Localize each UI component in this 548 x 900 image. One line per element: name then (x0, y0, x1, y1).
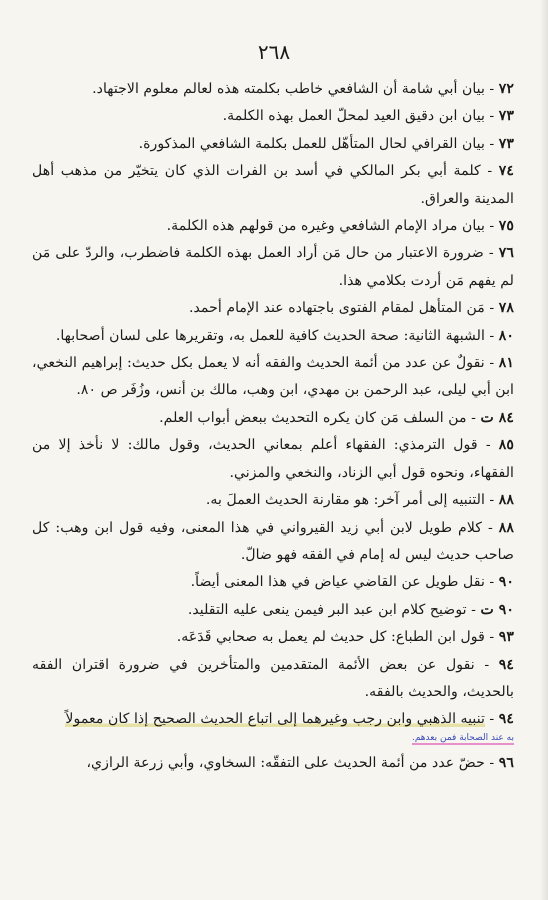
list-item: ٨٨ - التنبيه إلى أمر آخر: هو مقارنة الحديث العملَ به. (205, 492, 514, 509)
entry-page-ref: ٧٨ (498, 300, 514, 317)
entry-page-ref: ٩٠ (498, 574, 514, 591)
list-item: ٩٣ - قول ابن الطباع: كل حديث لم يعمل به صحابي قَدَعَه. (176, 629, 514, 646)
entry-text: قول الترمذي: الفقهاء أعلم بمعاني الحديث، وقول مالك: لا نأخذ إلا من الفقهاء، ونحوه قول أبي الزناد، والنخعي والمزني. (32, 437, 514, 481)
list-item: ٧٦ - ضرورة الاعتبار من حال مَن أراد العمل بهذه الكلمة فاضطرب، والردّ على مَن لم يفهم مَن أردت بكلامي هذا. (32, 245, 514, 289)
handwritten-note-text: به عند الصحابة فمن بعدهم. (411, 732, 514, 743)
entry-text: الشبهة الثانية: صحة الحديث كافية للعمل به، وتقريرها على لسان أصحابها. (55, 327, 485, 344)
entry-page-ref: ٧٣ (498, 108, 514, 125)
entry-text: نقل طويل عن القاضي عياض في هذا المعنى أيضاً. (190, 574, 485, 591)
index-list (32, 76, 514, 777)
list-item: ٨٤ ت - من السلف مَن كان يكره التحديث ببعض أبواب العلم. (159, 409, 514, 426)
entry-page-ref: ٧٤ (498, 163, 514, 180)
entry-text: نقولٌ عن عدد من أئمة الحديث والفقه أنه لا يعمل بكل حديث: إبراهيم النخعي، ابن أبي ليلى، عبد الرحمن بن مهدي، ابن وهب، مالك بن أنس، وزُفَر ص ٨٠. (32, 355, 514, 399)
list-item: ٨١ - نقولٌ عن عدد من أئمة الحديث والفقه أنه لا يعمل بكل حديث: إبراهيم النخعي، ابن أبي ليلى، عبد الرحمن بن مهدي، ابن وهب، مالك بن أنس، وزُفَر ص ٨٠. (32, 355, 514, 399)
entry-text: بيان أبي شامة أن الشافعي خاطب بكلمته هذه لعالم معلوم الاجتهاد. (92, 81, 485, 97)
entry-page-ref: ٨٨ (498, 492, 514, 509)
entry-text: بيان مراد الإمام الشافعي وغيره من قولهم هذه الكلمة. (166, 218, 485, 235)
entry-page-ref: ٧٣ (498, 135, 514, 152)
entry-text: كلام طويل لابن أبي زيد القيرواني في هذا المعنى، وفيه قول ابن وهب: كل صاحب حديث ليس له إمام في الفقه فهو ضالّ. (32, 519, 514, 563)
entry-text: نقول عن بعض الأئمة المتقدمين والمتأخرين في ضرورة اقتران الفقه بالحديث، والحديث بالفقه. (32, 656, 514, 700)
page-number: ٢٦٨ (257, 40, 291, 64)
list-item: ٩٠ ت - توضيح كلام ابن عبد البر فيمن ينعى عليه التقليد. (187, 601, 514, 618)
entry-page-ref: ٨٠ (498, 327, 514, 344)
entry-page-ref: ٧٦ (498, 245, 514, 262)
entry-text: قول ابن الطباع: كل حديث لم يعمل به صحابي قَدَعَه. (176, 629, 485, 646)
list-item: ٧٣ - بيان القرافي لحال المتأهّل للعمل بكلمة الشافعي المذكورة. (138, 135, 514, 152)
entry-page-ref: ٨١ (498, 355, 514, 372)
entry-page-ref: ٩٤ (498, 656, 514, 673)
entry-page-ref: ٩٤ (498, 711, 514, 728)
entry-page-ref: ٩٦ (498, 754, 514, 771)
list-item: ٩٦ - حضّ عدد من أئمة الحديث على التفقّه: السخاوي، وأبي زرعة الرازي، (86, 754, 514, 771)
list-item: ٧٢ - بيان أبي شامة أن الشافعي خاطب بكلمته هذه لعالم معلوم الاجتهاد. (92, 81, 514, 97)
entry-page-ref: ٩٠ ت (480, 601, 514, 618)
entry-text: تنبيه الذهبي وابن رجب وغيرهما إلى اتباع الحديث الصحيح إذا كان معمولاً (65, 711, 485, 728)
entry-page-ref: ٨٨ (498, 519, 514, 536)
entry-text: بيان ابن دقيق العيد لمحلّ العمل بهذه الكلمة. (222, 108, 485, 125)
page-edge-shadow (540, 0, 548, 900)
entry-page-ref: ٧٢ (498, 81, 514, 97)
entry-text: من السلف مَن كان يكره التحديث ببعض أبواب العلم. (159, 409, 467, 426)
list-item: ٨٨ - كلام طويل لابن أبي زيد القيرواني في هذا المعنى، وفيه قول ابن وهب: كل صاحب حديث ليس له إمام في الفقه فهو ضالّ. (32, 519, 514, 563)
entry-page-ref: ٧٥ (498, 218, 514, 235)
entry-page-ref: ٩٣ (498, 629, 514, 646)
list-item: ٩٤ - نقول عن بعض الأئمة المتقدمين والمتأخرين في ضرورة اقتران الفقه بالحديث، والحديث بالفقه. (32, 656, 514, 700)
entry-text: حضّ عدد من أئمة الحديث على التفقّه: السخاوي، وأبي زرعة الرازي، (86, 754, 485, 771)
entry-text: بيان القرافي لحال المتأهّل للعمل بكلمة الشافعي المذكورة. (138, 135, 485, 152)
entry-text: توضيح كلام ابن عبد البر فيمن ينعى عليه التقليد. (187, 601, 467, 618)
list-item: ٧٨ - مَن المتأهل لمقام الفتوى باجتهاده عند الإمام أحمد. (188, 300, 514, 317)
list-item: ٧٥ - بيان مراد الإمام الشافعي وغيره من قولهم هذه الكلمة. (166, 218, 514, 235)
entry-page-ref: ٨٤ ت (480, 409, 514, 426)
entry-text: ضرورة الاعتبار من حال مَن أراد العمل بهذه الكلمة فاضطرب، والردّ على مَن لم يفهم مَن أردت بكلامي هذا. (32, 245, 514, 289)
list-item: ٩٤ - تنبيه الذهبي وابن رجب وغيرهما إلى اتباع الحديث الصحيح إذا كان معمولاً (65, 711, 514, 728)
list-item: ٨٥ - قول الترمذي: الفقهاء أعلم بمعاني الحديث، وقول مالك: لا نأخذ إلا من الفقهاء، ونحوه قول أبي الزناد، والنخعي والمزني. (32, 437, 514, 481)
list-item: ٩٠ - نقل طويل عن القاضي عياض في هذا المعنى أيضاً. (190, 574, 514, 591)
list-item: ٧٤ - كلمة أبي بكر المالكي في أسد بن الفرات الذي كان يتخيّر من مذهب أهل المدينة والعراق. (32, 163, 514, 207)
entry-text: التنبيه إلى أمر آخر: هو مقارنة الحديث العملَ به. (205, 492, 485, 509)
entry-text: مَن المتأهل لمقام الفتوى باجتهاده عند الإمام أحمد. (188, 300, 485, 317)
entry-page-ref: ٨٥ (498, 437, 514, 454)
list-item: ٨٠ - الشبهة الثانية: صحة الحديث كافية للعمل به، وتقريرها على لسان أصحابها. (55, 327, 514, 344)
entry-text: كلمة أبي بكر المالكي في أسد بن الفرات الذي كان يتخيّر من مذهب أهل المدينة والعراق. (32, 163, 514, 207)
list-item: ٧٣ - بيان ابن دقيق العيد لمحلّ العمل بهذه الكلمة. (222, 108, 514, 125)
